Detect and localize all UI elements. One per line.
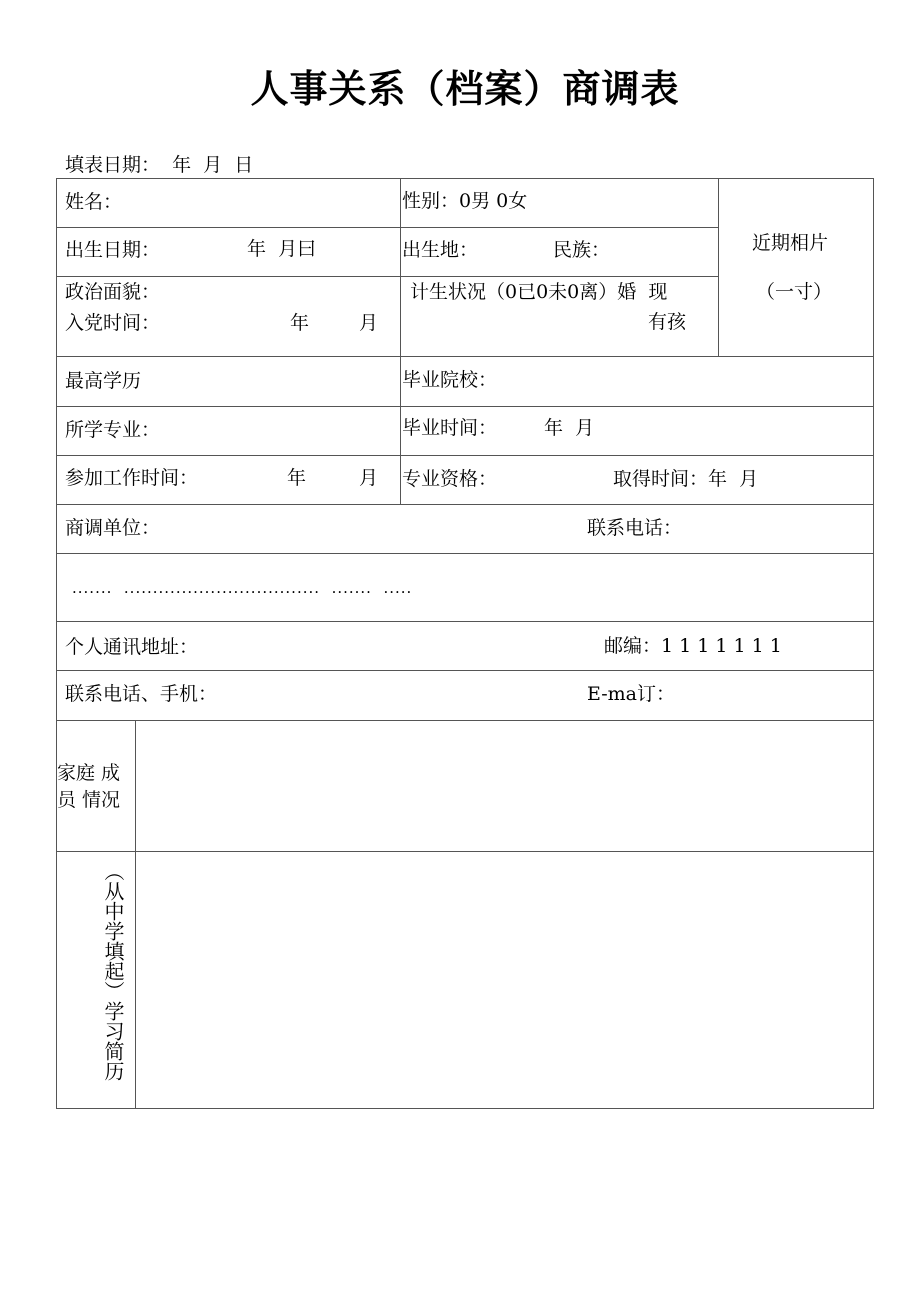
family-planning-children: 有孩: [648, 311, 687, 333]
row-line: [56, 553, 874, 554]
border-top: [56, 178, 874, 179]
birth-date-label: 出生日期：: [65, 239, 161, 261]
row-line: [56, 227, 718, 228]
family-label-line2: 员 情况: [57, 789, 121, 811]
row-line: [56, 406, 874, 407]
education-label: 最高学历: [65, 370, 142, 392]
row-line: [56, 276, 718, 277]
birth-date-ym: 年 月曰: [247, 238, 317, 260]
birthplace-label: 出生地：: [402, 239, 479, 261]
page-title: 人事关系（档案）商调表: [250, 67, 680, 111]
name-label: 姓名：: [65, 191, 123, 213]
email-label: E-ma订：: [587, 683, 675, 705]
postcode-label: 邮编：1 1 1 1 1 1 1: [604, 635, 782, 657]
dotted-line: ······· ·································· ······· ·····: [72, 583, 413, 601]
ethnicity-label: 民族：: [553, 239, 611, 261]
col-line: [400, 178, 401, 504]
family-label-line1: 家庭 成: [57, 762, 121, 784]
grad-time-label: 毕业时间：: [402, 417, 498, 439]
contact-phone-label: 联系电话：: [587, 517, 683, 539]
border-left: [56, 178, 57, 1109]
col-line: [135, 720, 136, 1109]
grad-time-ym: 年 月: [544, 417, 595, 439]
study-history-label: （从中学填起）学习简历: [101, 861, 125, 1081]
row-line: [56, 621, 874, 622]
political-label: 政治面貌：: [65, 281, 161, 303]
photo-size: （一寸）: [756, 281, 833, 303]
party-year: 年: [290, 312, 310, 334]
party-month: 月: [359, 312, 379, 334]
col-line: [718, 178, 719, 356]
qual-time-label: 取得时间：年 月: [613, 468, 759, 490]
major-label: 所学专业：: [65, 419, 161, 441]
address-label: 个人通讯地址：: [65, 636, 199, 658]
border-bottom: [56, 1108, 874, 1109]
qualification-label: 专业资格：: [402, 468, 498, 490]
row-line: [56, 356, 874, 357]
gender-label: 性别：0男 0女: [402, 190, 528, 212]
family-planning-label: 计生状况（0已0未0离）婚 现: [410, 281, 668, 303]
fill-date-label: 填表日期： 年 月 日: [65, 154, 254, 176]
row-line: [56, 851, 874, 852]
work-year: 年: [287, 467, 307, 489]
transfer-unit-label: 商调单位：: [65, 517, 161, 539]
border-right: [873, 178, 874, 1109]
work-month: 月: [359, 467, 379, 489]
work-start-label: 参加工作时间：: [65, 467, 199, 489]
photo-label: 近期相片: [752, 232, 829, 254]
row-line: [56, 504, 874, 505]
form-table: [56, 178, 874, 1109]
school-label: 毕业院校：: [402, 369, 498, 391]
party-join-label: 入党时间：: [65, 312, 161, 334]
row-line: [56, 670, 874, 671]
phone-mobile-label: 联系电话、手机：: [65, 683, 218, 705]
row-line: [56, 720, 874, 721]
row-line: [56, 455, 874, 456]
